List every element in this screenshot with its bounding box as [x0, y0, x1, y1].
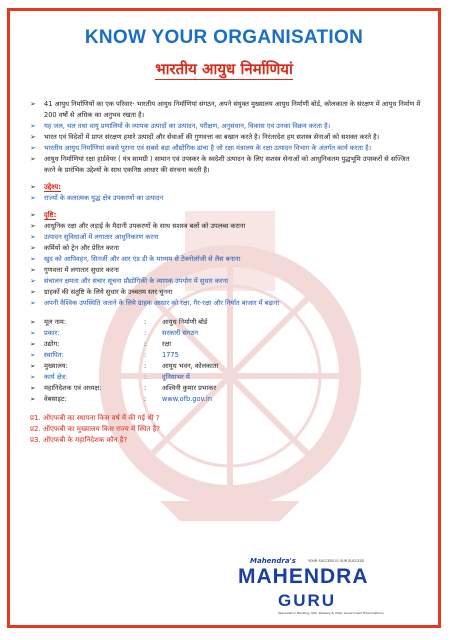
- info-colon: :: [144, 395, 147, 403]
- vision-bullet: ➢ गुणवत्ता में लगातार सुधार करना: [30, 265, 422, 276]
- info-colon: :: [144, 362, 147, 370]
- logo-tagline-small: YOUR SUCCESS IS OUR SUCCESS: [308, 559, 364, 563]
- objective-heading: ➢ उद्देश्य:: [30, 182, 422, 193]
- objective-bullet: ➢ राज्यों के कलात्मक युद्ध क्षेत्र उपकरणों का उत्पादन: [30, 193, 422, 204]
- vision-heading: ➢ दृष्टि:: [30, 210, 422, 221]
- info-value: आयुध भवन, कोलकाता: [162, 362, 219, 370]
- logo-footer-text: Specialist in Banking, SSC, Railway & other Government Examinations: [278, 611, 384, 615]
- info-key: ➢ महानिदेशक एवं अध्यक्ष:: [30, 383, 144, 394]
- quiz-question: प्र3. ऑएफबी के महानिदेशक कौन है?: [30, 436, 128, 444]
- intro-bullet: ➢ आयुध निर्माणियां रक्षा हार्डवेयर ( यंत्र सामग्री ) सामान एवं उपस्कर के स्वदेशी उत्पादन के लिए सशस्त्र सेनाओं को आधुनिकतम युद्धभूमि उपस्करों से सज्जित करने के प्रारंभिक उद्देश्यों के साथ एकनिष्ठ आधार की संरचना करती है।: [30, 154, 422, 176]
- info-key: ➢ मूल नाम:: [30, 317, 144, 328]
- logo-brand-primary: MAHENDRA: [238, 565, 369, 588]
- info-row: [30, 317, 218, 328]
- info-colon: :: [144, 373, 147, 381]
- info-colon: :: [144, 318, 147, 326]
- logo-brand-secondary: GURU: [278, 591, 337, 610]
- intro-bullet: ➢ यह जल, थल तथा वायु प्रणालियों के व्यापक उत्पादों का उत्पादन, परीक्षण, अनुसंधान, विकास एवं उनका विक्रय करता है।: [30, 121, 422, 132]
- vision-list: [30, 221, 422, 309]
- website-link[interactable]: www.ofb.gov.in: [162, 395, 213, 403]
- info-colon: :: [144, 384, 147, 392]
- info-key: ➢ कार्य क्षेत्र:: [30, 372, 144, 383]
- vision-bullet: ➢ उत्पादन सुविधाओं में लगातार आधुनिकरण करना: [30, 232, 422, 243]
- quiz-question: प्र1. ऑएफबी का स्थापना किस वर्ष में की गई थी ?: [30, 414, 160, 422]
- info-value: आयुध निर्माणी बोर्ड: [162, 318, 208, 326]
- info-row: [30, 350, 218, 361]
- info-key: ➢ उद्योग:: [30, 339, 144, 350]
- info-row: [30, 372, 218, 383]
- info-value: सरकारी संगठन: [162, 329, 199, 337]
- intro-list: [30, 99, 422, 176]
- quiz-question: प्र2. ऑएफबी का मुख्यालय किस राज्य में स्थित है?: [30, 425, 160, 433]
- info-value: अश्विनी कुमार प्रभाकर: [162, 384, 217, 392]
- vision-bullet: ➢ ग्राहकों की संतुष्टि के लिये सुधार के उच्चतम स्तर चुनना: [30, 287, 422, 298]
- mahendra-guru-logo: [228, 557, 406, 615]
- page-title: KNOW YOUR ORGANISATION: [84, 27, 364, 48]
- intro-bullet: ➢ भारतीय आयुध निर्माणियां सबसे पुराना एवं सबसे बड़ा औद्योगिक ढांचा है जो रक्षा मंत्रालय के रक्षा उत्पादन विभाग के अंतर्गत कार्य करता है।: [30, 143, 422, 154]
- info-colon: :: [144, 351, 147, 359]
- objective-list: [30, 193, 422, 204]
- info-value: 1775: [162, 351, 179, 359]
- organisation-info-table: [30, 317, 218, 405]
- quiz-questions: [30, 413, 422, 446]
- info-colon: :: [144, 329, 147, 337]
- info-row: [30, 394, 218, 405]
- info-row: [30, 339, 218, 350]
- info-key: ➢ वेबसाइट:: [30, 394, 144, 405]
- page-frame: [7, 8, 441, 628]
- logo-tagline: Mahendra's: [250, 557, 296, 565]
- info-key: ➢ प्रकार:: [30, 328, 144, 339]
- vision-bullet: ➢ संचालन क्षमता और संचार सूचना प्रौद्योगिकी के व्यापक उपयोग में सुधार करना: [30, 276, 422, 287]
- info-colon: :: [144, 340, 147, 348]
- intro-bullet: ➢ भारत एवं विदेशों में प्राप्त संरक्षण हमारे उत्पादों और सेवाओं की गुणवत्ता का बखान करते है। निरंतरदेश हम सशस्त्र सेनाओं को सशक्त करते है।: [30, 132, 422, 143]
- intro-bullet: ➢ 41 आयुध निर्माणियों का एक परिवार- भारतीय आयुध निर्माणियां संगठन, अपने संयुक्त मुख्यालय आयुध निर्माणी बोर्ड, कोलकाता के संरक्षण में आयुध निर्माण में 200 वर्षों से अधिक का अनुभव रखता है।: [30, 99, 422, 121]
- vision-bullet: ➢ खुद को आपिवहन, सिनर्जी और आर एंड डी के माध्यम से टेक्नोलॉजी से लैस बनाना: [30, 254, 422, 265]
- info-key: ➢ मुख्यालय:: [30, 361, 144, 372]
- vision-bullet: ➢ आधुनिक रक्षा और लड़ाई के मैदानी उपकरणों के साथ सशस्त्र बलों को उपलब्ध कराना: [30, 221, 422, 232]
- info-value: दुनियाभर में: [162, 373, 190, 381]
- info-row: [30, 328, 218, 339]
- vision-bullet: ➢ कर्मियों को ट्रेन और प्रेरित करना: [30, 243, 422, 254]
- info-row: [30, 383, 218, 394]
- main-content: [30, 99, 422, 446]
- page-subtitle: भारतीय आयुध निर्माणियां: [155, 60, 293, 78]
- info-key: ➢ स्थापित:: [30, 350, 144, 361]
- info-value: रक्षा: [162, 340, 172, 348]
- info-row: [30, 361, 218, 372]
- vision-bullet: ➢ अपनी वैश्विक उपस्थिति जताने के लिये ग्राहक आधार को रक्षा, गैर-रक्षा और निर्यात बाजार में बढ़ाना: [30, 298, 422, 309]
